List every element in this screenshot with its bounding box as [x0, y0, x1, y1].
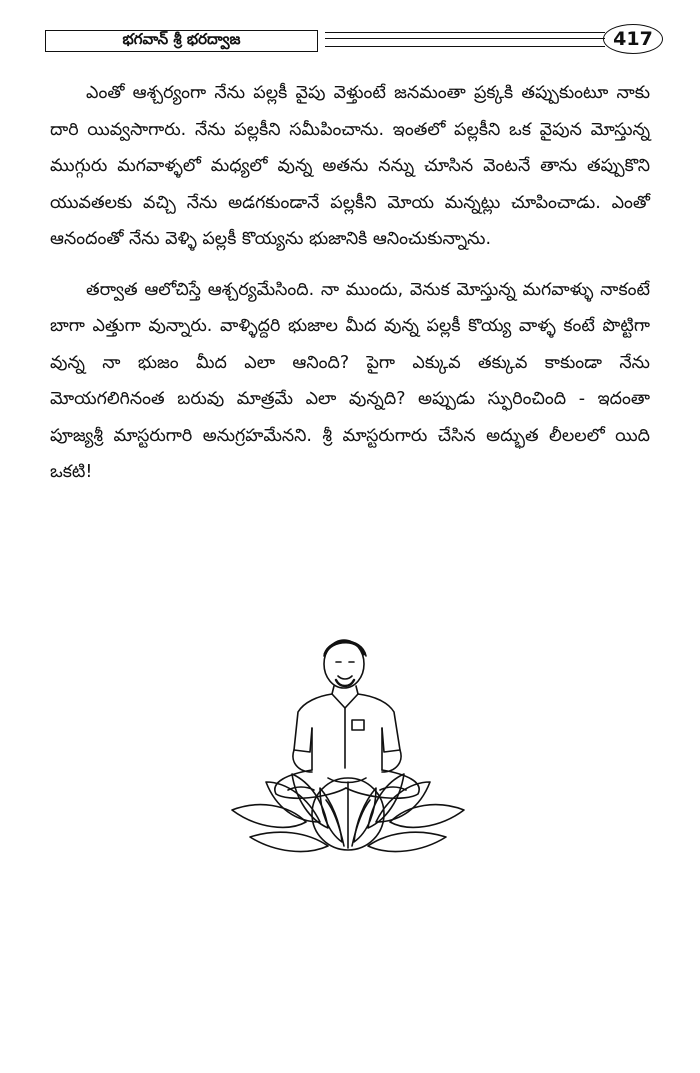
seated-master-lotus-illustration — [228, 632, 468, 864]
page-body — [50, 75, 650, 505]
header-rule — [325, 46, 605, 47]
lotus-icon — [232, 774, 464, 852]
seated-figure-icon — [275, 640, 419, 798]
book-title: భగవాన్ శ్రీ భరద్వాజ — [45, 30, 318, 52]
header-rule — [325, 32, 605, 33]
paragraph: ఎంతో ఆశ్చర్యంగా నేను పల్లకీ వైపు వెళ్తుంటే జనమంతా ప్రక్కకి తప్పుకుంటూ నాకు దారి యివ్వసాగారు. నేను పల్లకీని సమీపించాను. ఇంతలో పల్లకీని ఒక వైపున మోస్తున్న ముగ్గురు మగవాళ్ళలో మధ్యలో వున్న అతను నన్ను చూసిన వెంటనే తాను తప్పుకొని యువతలకు వచ్చి నేను అడగకుండానే పల్లకీని మోయ మన్నట్లు చూపించాడు. ఎంతో ఆనందంతో నేను వెళ్ళి పల్లకీ కొయ్యను భుజానికి ఆనించుకున్నాను. — [50, 83, 650, 249]
header-rule — [325, 38, 605, 39]
page-header — [45, 24, 685, 56]
page-number: 417 — [603, 24, 663, 54]
paragraph: తర్వాత ఆలోచిస్తే ఆశ్చర్యమేసింది. నా ముందు, వెనుక మోస్తున్న మగవాళ్ళు నాకంటే బాగా ఎత్తుగా వున్నారు. వాళ్ళిద్దరి భుజాల మీద వున్న పల్లకీ కొయ్య వాళ్ళ కంటే పొట్టిగా వున్న నా భుజం మీద ఎలా ఆనింది? పైగా ఎక్కువ తక్కువ కాకుండా నేను మోయగలిగినంత బరువు మాత్రమే ఎలా వున్నది? అప్పుడు స్ఫురించింది - ఇదంతా పూజ్యశ్రీ మాస్టరుగారి అనుగ్రహమేనని. శ్రీ మాస్టరుగారు చేసిన అద్భుత లీలలలో యిది ఒకటి! — [50, 279, 650, 482]
